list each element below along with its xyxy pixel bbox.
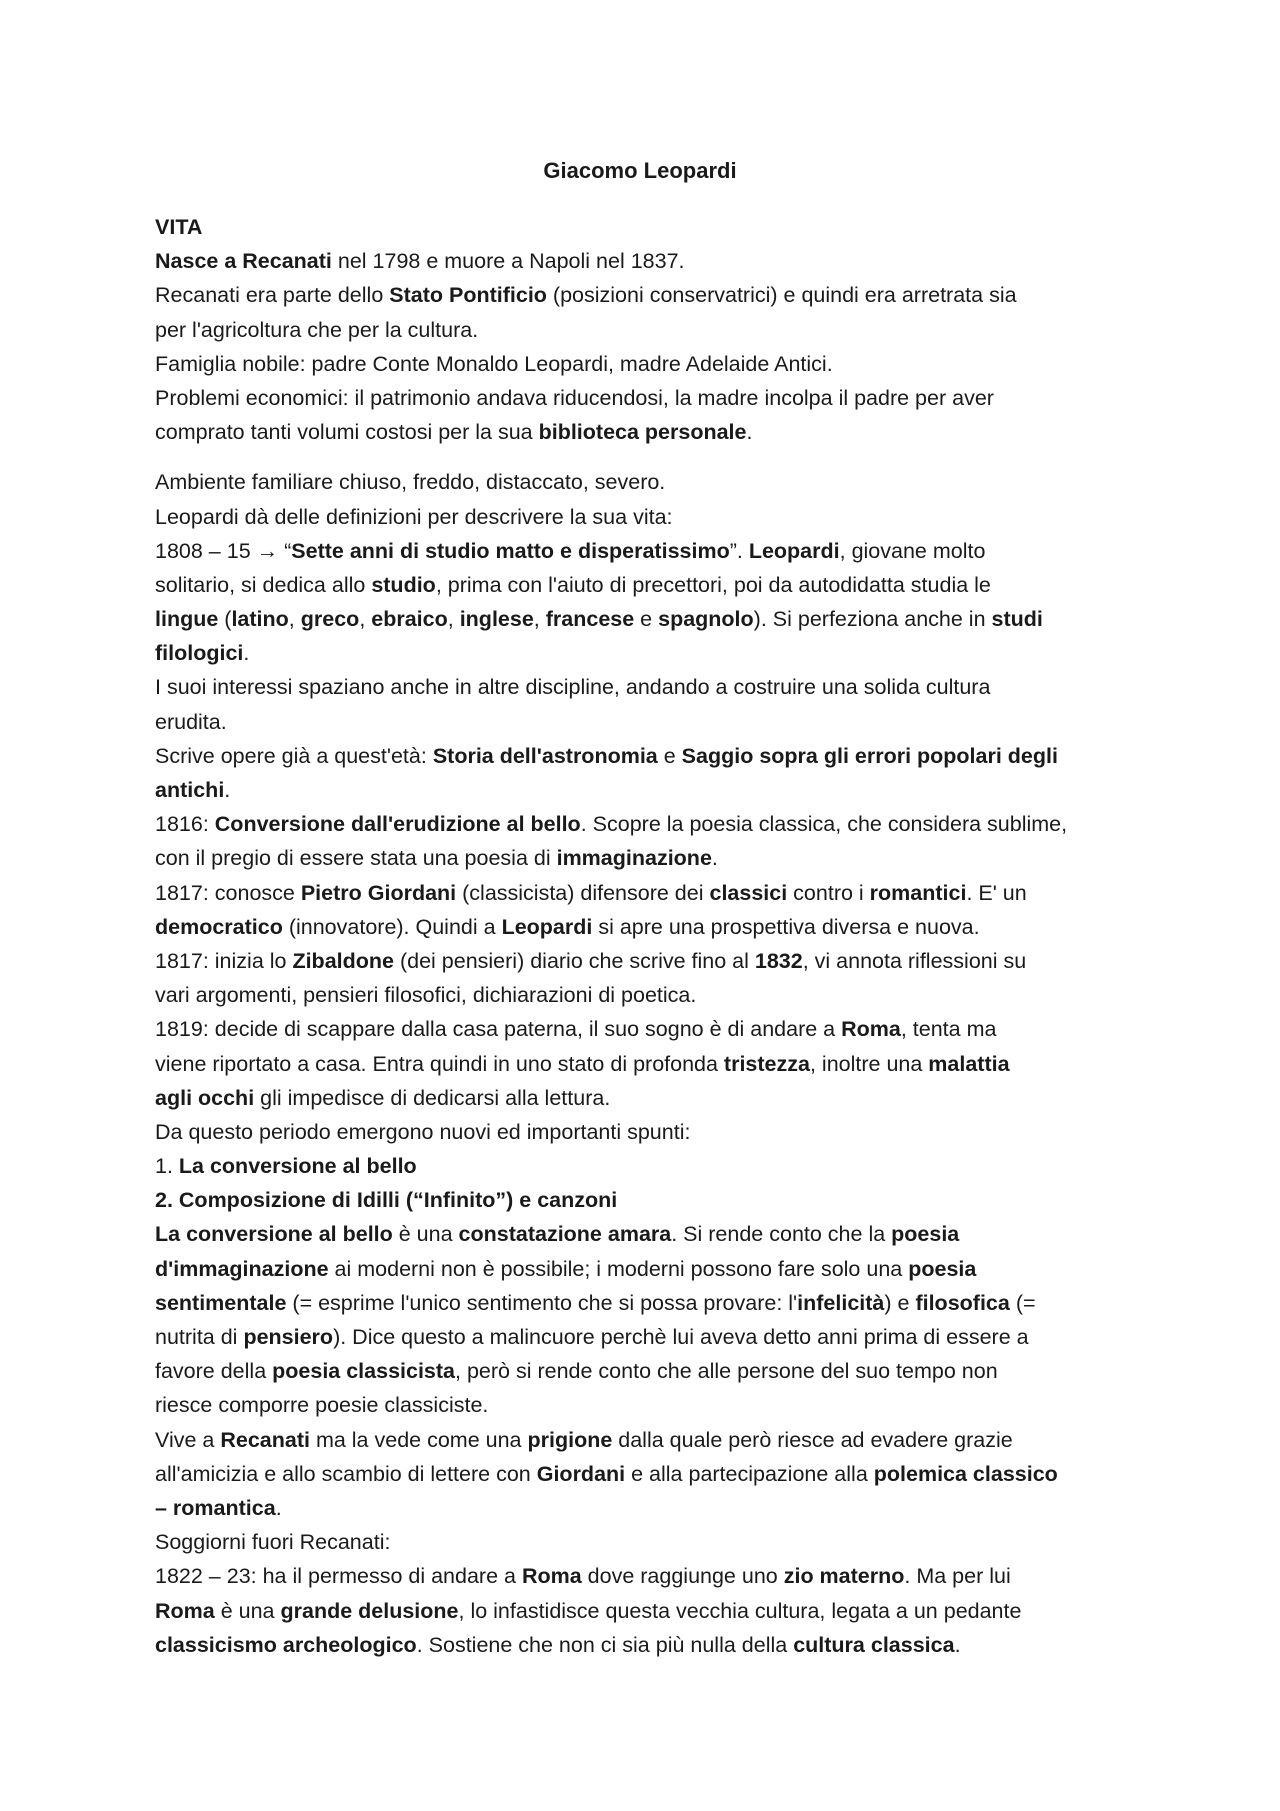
text-line xyxy=(155,1388,1140,1422)
bold-text: classicismo archeologico xyxy=(155,1632,417,1657)
bold-text: antichi xyxy=(155,778,225,802)
text-line xyxy=(155,1047,1140,1081)
bold-text: Conversione dall'erudizione al bello xyxy=(214,812,581,837)
text-run: , inoltre una xyxy=(809,1051,929,1076)
text-run: , xyxy=(447,607,460,632)
text-line xyxy=(155,807,1140,841)
bold-text: latino xyxy=(231,607,289,632)
bold-text: filologici xyxy=(155,641,244,666)
text-run: . Si rende conto che la xyxy=(671,1222,892,1247)
text-run: gli impedisce di dedicarsi alla lettura. xyxy=(254,1085,611,1110)
bold-text: d'immaginazione xyxy=(155,1256,329,1281)
text-line xyxy=(155,1252,1140,1286)
bold-text: zio materno xyxy=(783,1564,905,1589)
text-line xyxy=(155,1594,1140,1628)
text-run: (classicista) difensore dei xyxy=(456,880,710,905)
text-run: ). Si perfeziona anche in xyxy=(753,607,992,632)
text-run: è una xyxy=(214,1598,281,1623)
document-body xyxy=(155,210,1140,1662)
text-run: e alla partecipazione alla xyxy=(625,1461,874,1486)
bold-text: grande delusione xyxy=(280,1598,459,1623)
bold-text: poesia xyxy=(908,1256,977,1281)
text-run: ai moderni non è possibile; i moderni possono fare solo una xyxy=(328,1256,909,1281)
text-run: e xyxy=(657,743,682,768)
bold-text: Pietro Giordani xyxy=(300,880,457,905)
bold-text: Leopardi xyxy=(748,538,840,563)
bold-text: 1832 xyxy=(754,948,803,973)
text-run: . Ma per lui xyxy=(904,1564,1011,1589)
text-run: ). Dice questo a malincuore perchè lui aveva detto anni prima di essere a xyxy=(333,1325,1029,1349)
text-line xyxy=(155,1457,1140,1491)
bold-text: Giordani xyxy=(536,1461,626,1486)
text-run: Problemi economici: il patrimonio andava riducendosi, la madre incolpa il padre per aver xyxy=(155,385,994,410)
text-run: si apre una prospettiva diversa e nuova. xyxy=(592,914,980,939)
text-run: 1822 – 23: ha il permesso di andare a xyxy=(155,1564,522,1589)
text-run: Scrive opere già a quest'età: xyxy=(155,743,433,768)
text-line xyxy=(155,636,1140,670)
text-run: . xyxy=(711,846,718,871)
text-run: (innovatore). Quindi a xyxy=(282,914,502,939)
text-line xyxy=(155,210,1140,244)
text-run: I suoi interessi spaziano anche in altre discipline, andando a costruire una solida cultura xyxy=(155,675,991,700)
bold-text: tristezza xyxy=(723,1051,810,1076)
text-line xyxy=(155,773,1140,807)
text-run: nel 1798 e muore a Napoli nel 1837. xyxy=(331,249,685,274)
text-run: . xyxy=(746,420,753,445)
text-line xyxy=(155,1286,1140,1320)
text-run: comprato tanti volumi costosi per la sua xyxy=(155,420,539,445)
text-run: Ambiente familiare chiuso, freddo, distaccato, severo. xyxy=(155,470,666,495)
text-run: Soggiorni fuori Recanati: xyxy=(155,1530,391,1555)
text-run: Vive a xyxy=(155,1427,221,1452)
text-line xyxy=(155,739,1140,773)
text-run: dove raggiunge uno xyxy=(581,1564,784,1589)
text-run: , però si rende conto che alle persone del suo tempo non xyxy=(455,1359,998,1384)
text-line xyxy=(155,705,1140,739)
text-run: ) e xyxy=(884,1290,916,1315)
text-run: ”. xyxy=(729,538,749,563)
text-run: contro i xyxy=(787,880,870,905)
text-line xyxy=(155,1491,1140,1525)
bold-text: Leopardi xyxy=(501,914,593,939)
bold-text: ebraico xyxy=(371,607,448,632)
bold-text: VITA xyxy=(155,215,203,239)
text-run: vari argomenti, pensieri filosofici, dichiarazioni di poetica. xyxy=(155,983,697,1008)
bold-text: immaginazione xyxy=(556,846,712,871)
text-run: per l'agricoltura che per la cultura. xyxy=(155,317,479,342)
text-run: . xyxy=(243,641,250,666)
text-run: , xyxy=(288,607,301,632)
text-run: e xyxy=(634,607,659,632)
bold-text: Storia dell'astronomia xyxy=(432,743,658,768)
text-run: (posizioni conservatrici) e quindi era arretrata sia xyxy=(546,283,1017,308)
bold-text: agli occhi xyxy=(155,1085,255,1110)
text-run: nutrita di xyxy=(155,1325,244,1349)
bold-text: prigione xyxy=(527,1427,613,1452)
text-line xyxy=(155,347,1140,381)
text-line xyxy=(155,841,1140,875)
bold-text: Stato Pontificio xyxy=(389,283,547,308)
text-line xyxy=(155,1525,1140,1559)
bold-text: spagnolo xyxy=(658,607,754,632)
text-run: erudita. xyxy=(155,709,227,734)
bold-text: Roma xyxy=(155,1598,215,1623)
bold-text: classici xyxy=(709,880,788,905)
text-run: , giovane molto xyxy=(839,538,986,563)
text-line xyxy=(155,1628,1140,1662)
bold-text: filosofica xyxy=(915,1290,1010,1315)
bold-text: Saggio sopra gli errori popolari degli xyxy=(681,743,1058,768)
text-line xyxy=(155,1012,1140,1046)
text-run: , vi annota riflessioni su xyxy=(802,948,1027,973)
text-line xyxy=(155,415,1140,449)
bold-text: romantici xyxy=(869,880,967,905)
text-run: Da questo periodo emergono nuovi ed importanti spunti: xyxy=(155,1119,691,1144)
text-run: . Scopre la poesia classica, che considera sublime, xyxy=(580,812,1068,837)
text-line xyxy=(155,1559,1140,1593)
text-line xyxy=(155,978,1140,1012)
document-title: Giacomo Leopardi xyxy=(543,158,737,183)
text-line xyxy=(155,602,1140,636)
text-run: 1808 – 15 → “ xyxy=(155,538,292,563)
text-run: . xyxy=(275,1495,282,1520)
bold-text: inglese xyxy=(459,607,534,632)
bold-text: – romantica xyxy=(155,1495,276,1520)
text-line xyxy=(155,1115,1140,1149)
bold-text: cultura classica xyxy=(793,1632,955,1657)
text-line xyxy=(155,465,1140,499)
bold-text: poesia classicista xyxy=(272,1359,456,1384)
text-run: dalla quale però riesce ad evadere grazie xyxy=(612,1427,1013,1452)
bold-text: francese xyxy=(545,607,635,632)
bold-text: 2. Composizione di Idilli (“Infinito”) e canzoni xyxy=(155,1188,618,1213)
text-run: , tenta ma xyxy=(900,1017,997,1042)
bold-text: studio xyxy=(371,572,436,597)
text-run: 1816: xyxy=(155,812,215,837)
text-run: con il pregio di essere stata una poesia di xyxy=(155,846,557,871)
bold-text: Sette anni di studio matto e disperatissimo xyxy=(291,538,730,563)
text-run: , lo infastidisce questa vecchia cultura, legata a un pedante xyxy=(458,1598,1022,1623)
bold-text: constatazione amara xyxy=(458,1222,672,1247)
bold-text: Roma xyxy=(521,1564,582,1589)
text-line xyxy=(155,568,1140,602)
text-line xyxy=(155,381,1140,415)
text-run: , xyxy=(359,607,372,632)
text-line xyxy=(155,944,1140,978)
text-run: . xyxy=(954,1632,961,1657)
text-run: (= xyxy=(1009,1290,1036,1315)
bold-text: studi xyxy=(991,607,1043,632)
text-line xyxy=(155,244,1140,278)
bold-text: infelicità xyxy=(797,1290,885,1315)
text-line xyxy=(155,876,1140,910)
bold-text: malattia xyxy=(928,1051,1010,1076)
text-run: ma la vede come una xyxy=(309,1427,528,1452)
text-run: 1817: inizia lo xyxy=(155,948,293,973)
bold-text: poesia xyxy=(891,1222,960,1247)
text-line xyxy=(155,1217,1140,1251)
text-line xyxy=(155,1183,1140,1217)
bold-text: Nasce a Recanati xyxy=(155,249,332,274)
text-run: . xyxy=(224,778,231,802)
bold-text: biblioteca personale xyxy=(538,420,747,445)
bold-text: Roma xyxy=(841,1017,901,1042)
text-run: ( xyxy=(218,607,232,632)
text-run: è una xyxy=(392,1222,459,1247)
text-run: . Sostiene che non ci sia più nulla della xyxy=(416,1632,794,1657)
text-run: favore della xyxy=(155,1359,273,1384)
text-line xyxy=(155,910,1140,944)
text-line xyxy=(155,1149,1140,1183)
bold-text: democratico xyxy=(155,914,283,939)
bold-text: sentimentale xyxy=(155,1290,287,1315)
text-run: Recanati era parte dello xyxy=(155,283,390,308)
text-run: (dei pensieri) diario che scrive fino al xyxy=(393,948,755,973)
text-run: 1817: conosce xyxy=(155,880,301,905)
text-run: (= esprime l'unico sentimento che si possa provare: l' xyxy=(286,1290,798,1315)
text-run: 1. xyxy=(155,1154,179,1179)
paragraph-gap xyxy=(155,449,1140,465)
bold-text: greco xyxy=(300,607,360,632)
text-run: all'amicizia e allo scambio di lettere con xyxy=(155,1461,537,1486)
text-run: solitario, si dedica allo xyxy=(155,572,372,597)
text-run: riesce comporre poesie classiciste. xyxy=(155,1393,489,1418)
text-line xyxy=(155,1354,1140,1388)
text-run: Famiglia nobile: padre Conte Monaldo Leopardi, madre Adelaide Antici. xyxy=(155,351,833,376)
text-line xyxy=(155,500,1140,534)
text-run: , prima con l'aiuto di precettori, poi da autodidatta studia le xyxy=(435,572,991,597)
text-run: Leopardi dà delle definizioni per descrivere la sua vita: xyxy=(155,504,673,529)
bold-text: Recanati xyxy=(220,1427,310,1452)
bold-text: La conversione al bello xyxy=(155,1222,393,1247)
text-line xyxy=(155,670,1140,704)
bold-text: Zibaldone xyxy=(292,948,394,973)
bold-text: polemica classico xyxy=(873,1461,1058,1486)
text-run: viene riportato a casa. Entra quindi in uno stato di profonda xyxy=(155,1051,724,1076)
text-run: 1819: decide di scappare dalla casa paterna, il suo sogno è di andare a xyxy=(155,1017,842,1042)
text-line xyxy=(155,534,1140,568)
bold-text: La conversione al bello xyxy=(178,1154,417,1179)
text-line xyxy=(155,278,1140,312)
bold-text: pensiero xyxy=(243,1325,334,1349)
text-run: . E' un xyxy=(966,880,1027,905)
text-run: , xyxy=(533,607,546,632)
text-line xyxy=(155,1423,1140,1457)
text-line xyxy=(155,1081,1140,1115)
text-line xyxy=(155,1320,1140,1354)
bold-text: lingue xyxy=(155,607,219,632)
text-line xyxy=(155,313,1140,347)
